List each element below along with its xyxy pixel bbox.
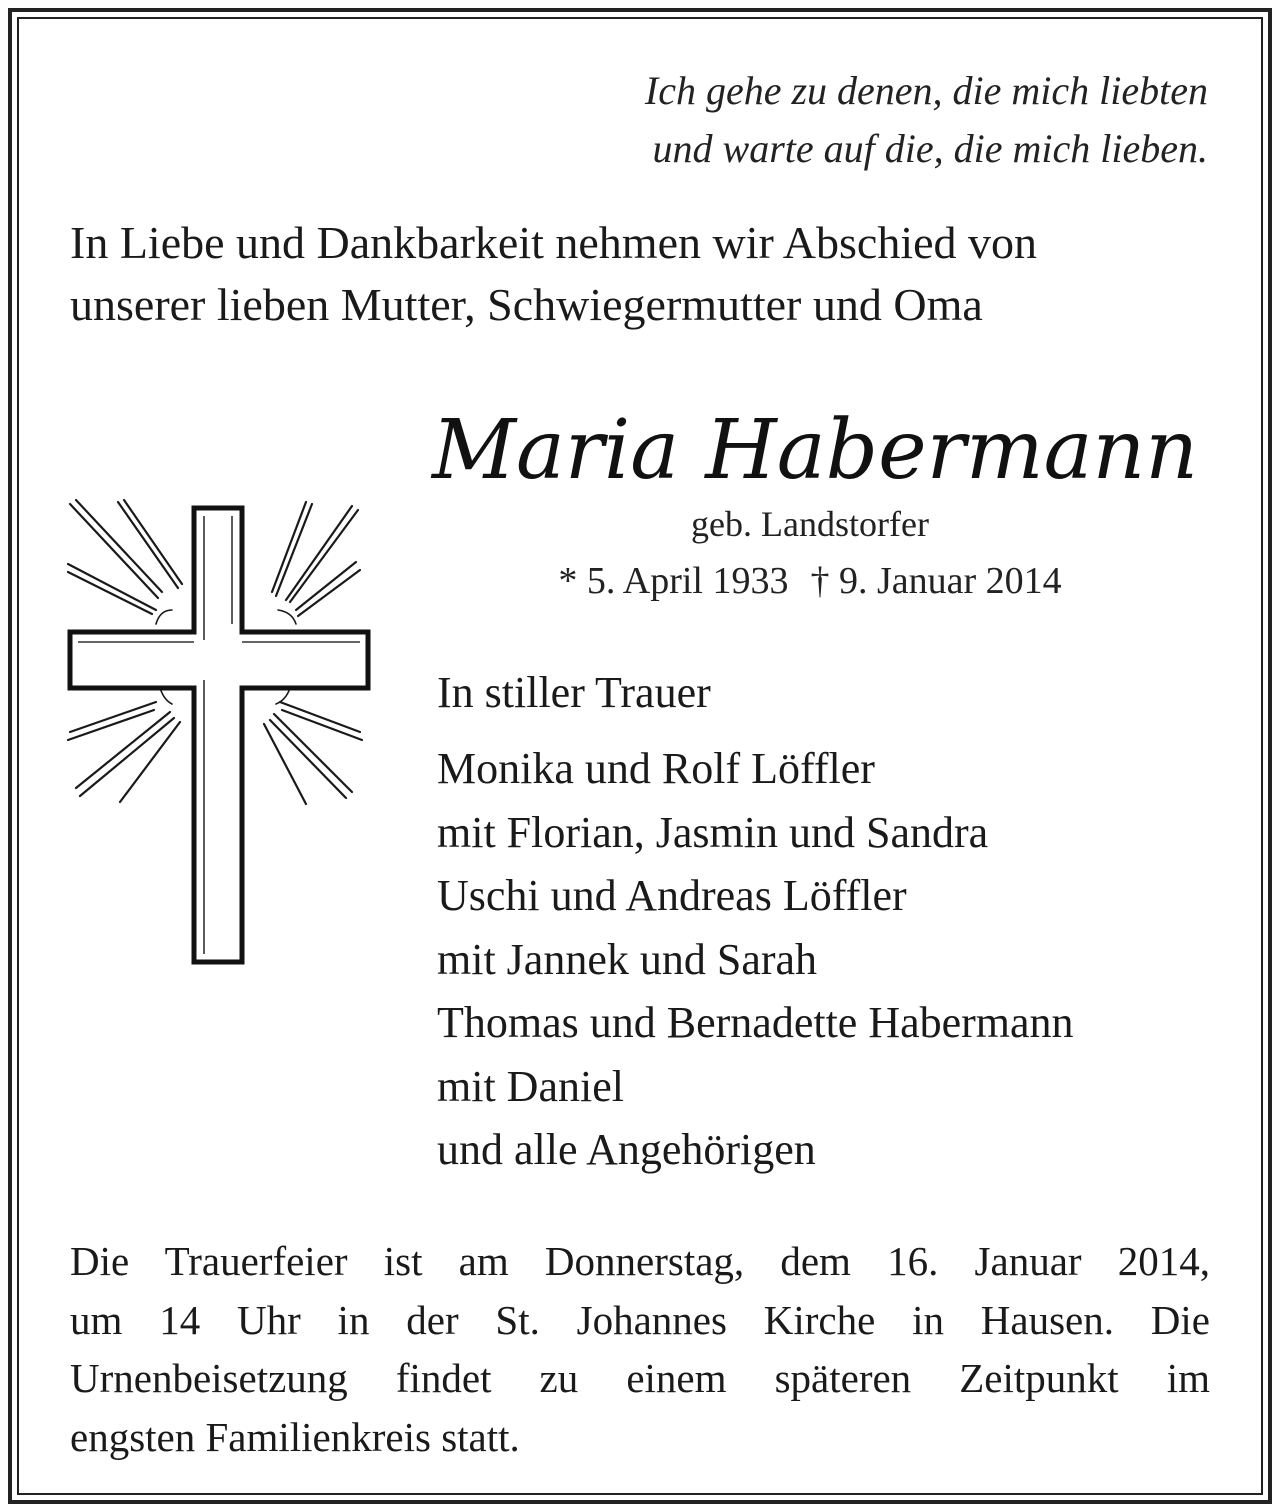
birth-date: * 5. April 1933 <box>558 560 789 602</box>
funeral-line-2: um 14 Uhr in der St. Johannes Kirche in Hausen. Die <box>70 1296 1210 1343</box>
deceased-name: Maria Habermann <box>432 403 1199 498</box>
intro-line-1: In Liebe und Dankbarkeit nehmen wir Abschied von <box>70 217 1038 268</box>
mourner-line: mit Florian, Jasmin und Sandra <box>437 807 989 857</box>
mourner-line: Uschi und Andreas Löffler <box>437 871 907 920</box>
birth-name: geb. Landstorfer <box>691 504 929 544</box>
radiant-cross-icon <box>60 492 380 972</box>
death-date: † 9. Januar 2014 <box>810 560 1062 602</box>
funeral-line-1: Die Trauerfeier ist am Donnerstag, dem 16. Januar 2014, <box>70 1238 1210 1284</box>
funeral-line-3: Urnenbeisetzung findet zu einem späteren Zeitpunkt im <box>70 1355 1210 1401</box>
intro-text <box>70 212 1210 336</box>
mourner-line: und alle Angehörigen <box>437 1125 816 1174</box>
mourner-line: mit Daniel <box>437 1061 624 1111</box>
funeral-notice <box>70 1232 1210 1466</box>
mourner-line: Thomas und Bernadette Habermann <box>437 998 1074 1047</box>
intro-line-2: unserer lieben Mutter, Schwiegermutter und Oma <box>70 279 983 330</box>
life-dates <box>500 556 1120 606</box>
motto-line-1: Ich gehe zu denen, die mich liebten <box>644 68 1208 113</box>
mourners-block <box>437 663 1217 1182</box>
motto-line-2: und warte auf die, die mich lieben. <box>652 126 1208 171</box>
mourner-line: Monika und Rolf Löffler <box>437 744 875 793</box>
mourners-heading: In stiller Trauer <box>437 668 711 717</box>
mourner-line: mit Jannek und Sarah <box>437 934 818 984</box>
motto-quote <box>645 62 1208 178</box>
funeral-line-4: engsten Familienkreis statt. <box>70 1413 520 1460</box>
